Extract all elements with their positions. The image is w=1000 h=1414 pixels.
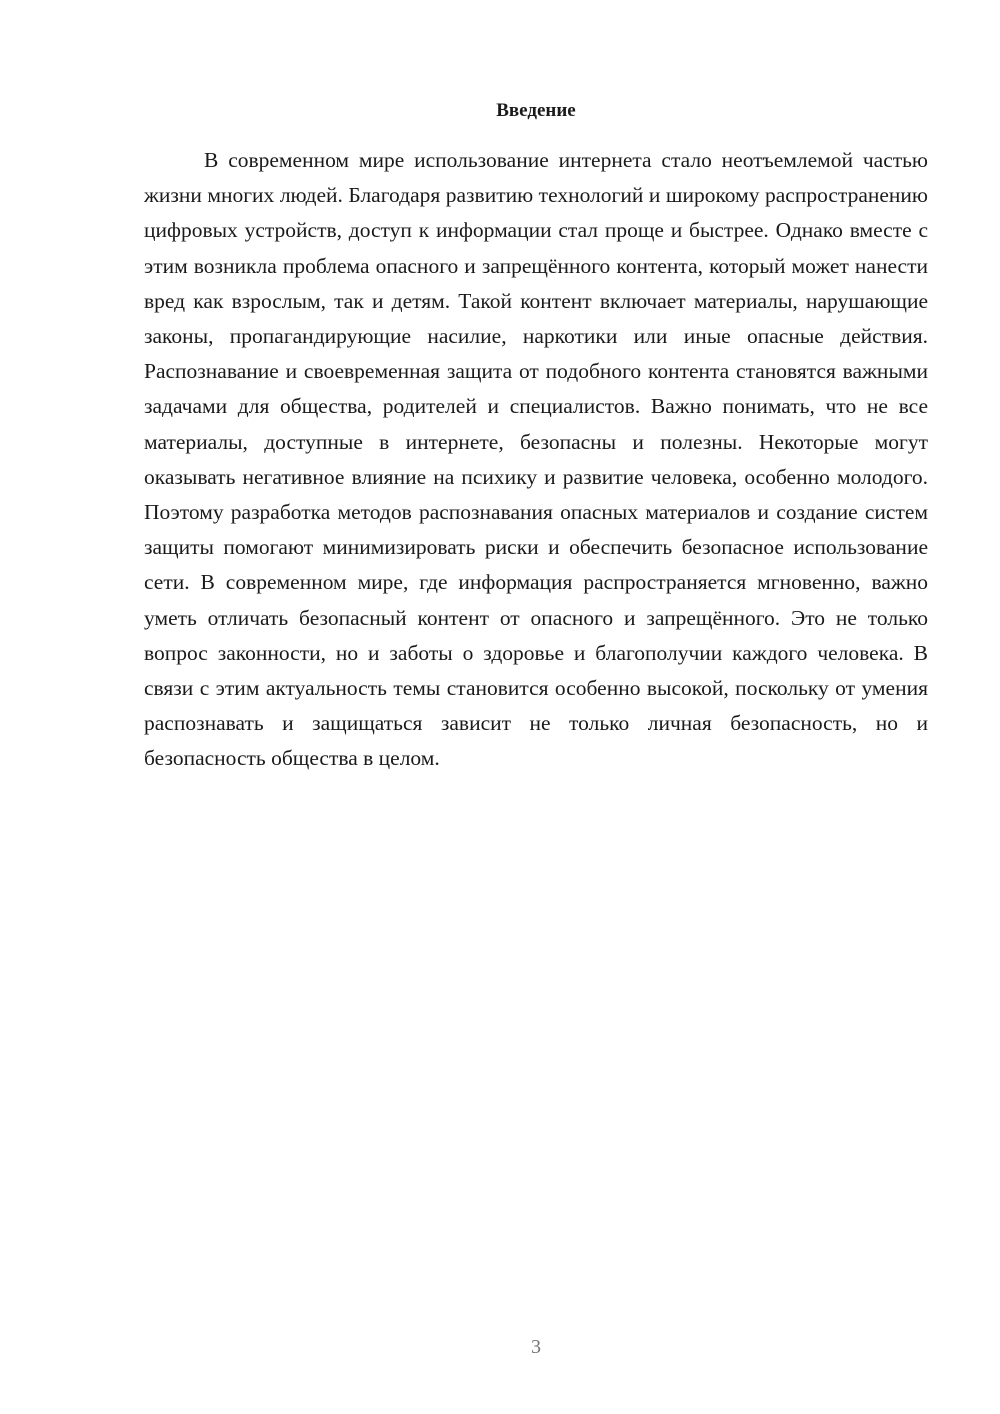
section-heading: Введение <box>496 100 576 121</box>
body-paragraph: В современном мире использование интернета стало неотъемлемой частью жизни многих людей. Благодаря развитию технологий и широкому распространению цифровых устройств, доступ к информации стал проще и быстрее. Однако вместе с этим возникла проблема опасного и запрещённого контента, который может нанести вред как взрослым, так и детям. Такой контент включает материалы, нарушающие законы, пропагандирующие насилие, наркотики или иные опасные действия. Распознавание и своевременная защита от подобного контента становятся важными задачами для общества, родителей и специалистов. Важно понимать, что не все материалы, доступные в интернете, безопасны и полезны. Некоторые могут оказывать негативное влияние на психику и развитие человека, особенно молодого. Поэтому разработка методов распознавания опасных материалов и создание систем защиты помогают минимизировать риски и обеспечить безопасное использование сети. В современном мире, где информация распространяется мгновенно, важно уметь отличать безопасный контент от опасного и запрещённого. Это не только вопрос законности, но и заботы о здоровье и благополучии каждого человека. В связи с этим актуальность темы становится особенно высокой, поскольку от умения распознавать и защищаться зависит не только личная безопасность, но и безопасность общества в целом. <box>144 148 928 771</box>
page-number: 3 <box>531 1336 541 1358</box>
